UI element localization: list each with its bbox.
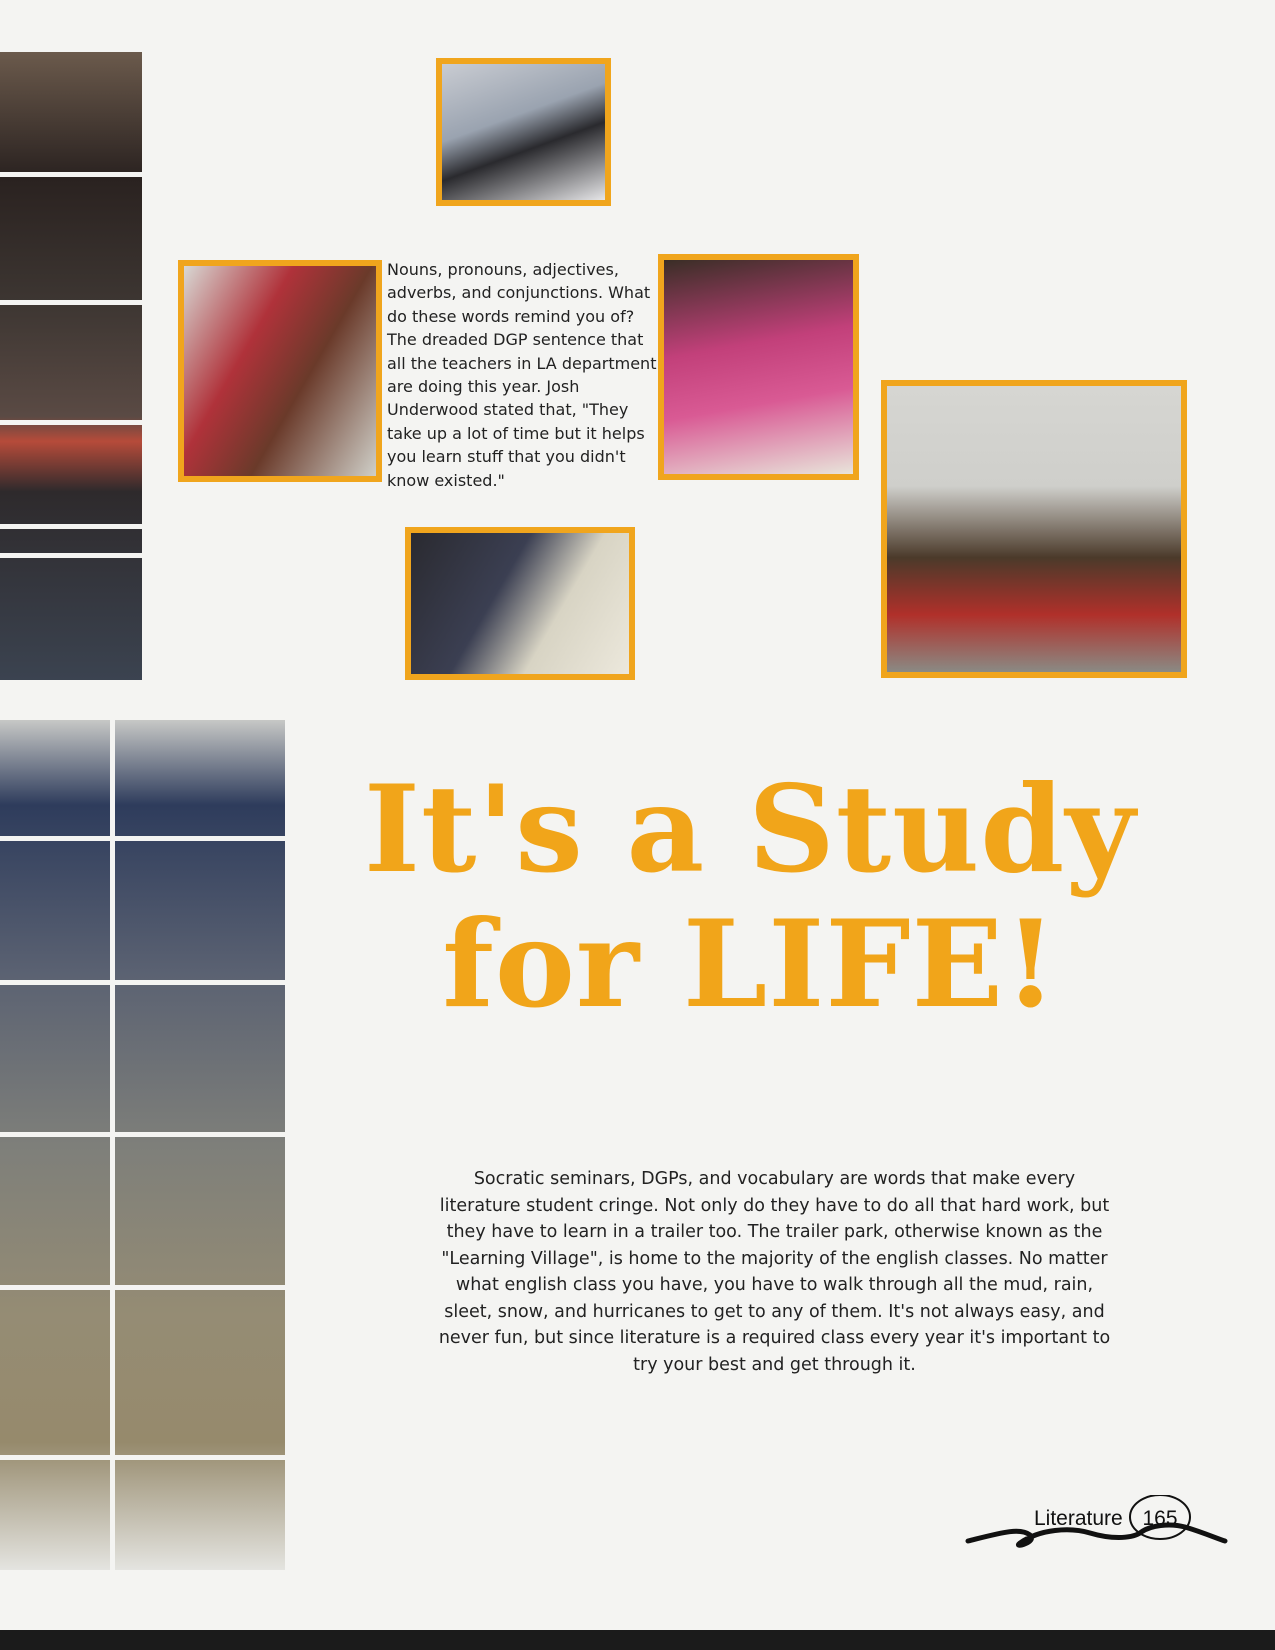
page-number: 165 bbox=[1142, 1507, 1178, 1530]
strip-divider bbox=[0, 980, 285, 985]
strip-divider bbox=[0, 1285, 285, 1290]
photo-student-writing bbox=[658, 254, 859, 480]
section-label: Literature bbox=[1034, 1507, 1123, 1530]
strip-divider bbox=[110, 720, 115, 1570]
page-headline bbox=[300, 759, 1200, 1035]
photo-student-top bbox=[436, 58, 611, 206]
photo-teacher-podium bbox=[178, 260, 382, 482]
left-photo-strip-classroom bbox=[0, 720, 285, 1570]
strip-divider bbox=[0, 553, 142, 558]
strip-divider bbox=[0, 524, 142, 529]
photo-three-students-books bbox=[881, 380, 1187, 678]
strip-divider bbox=[0, 172, 142, 177]
photo-students-computer bbox=[405, 527, 635, 680]
strip-divider bbox=[0, 420, 142, 425]
page-bottom-edge bbox=[0, 1630, 1275, 1650]
headline-line-2: for LIFE! bbox=[442, 894, 1058, 1035]
left-photo-strip-top bbox=[0, 52, 142, 680]
strip-divider bbox=[0, 300, 142, 305]
strip-divider bbox=[0, 1132, 285, 1137]
headline-line-1: It's a Study bbox=[363, 759, 1137, 900]
strip-divider bbox=[0, 1455, 285, 1460]
photo-caption: Nouns, pronouns, adjectives, adverbs, and conjunctions. What do these words remind you of? The dreaded DGP sentence that all the teachers in LA department are doing this year. Josh Underwood stated that, "They take up a lot of time but it helps you learn stuff that you didn't know existed." bbox=[387, 260, 657, 490]
strip-divider bbox=[0, 836, 285, 841]
body-paragraph: Socratic seminars, DGPs, and vocabulary are words that make every literature student cringe. Not only do they have to do all that hard work, but they have to learn in a trailer too. The trailer park, otherwise known as the "Learning Village", is home to the majority of the english classes. No matter what english class you have, you have to walk through all the mud, rain, sleet, snow, and hurricanes to get to any of them. It's not always easy, and never fun, but since literature is a required class every year it's important to try your best and get through it. bbox=[438, 1169, 1111, 1375]
